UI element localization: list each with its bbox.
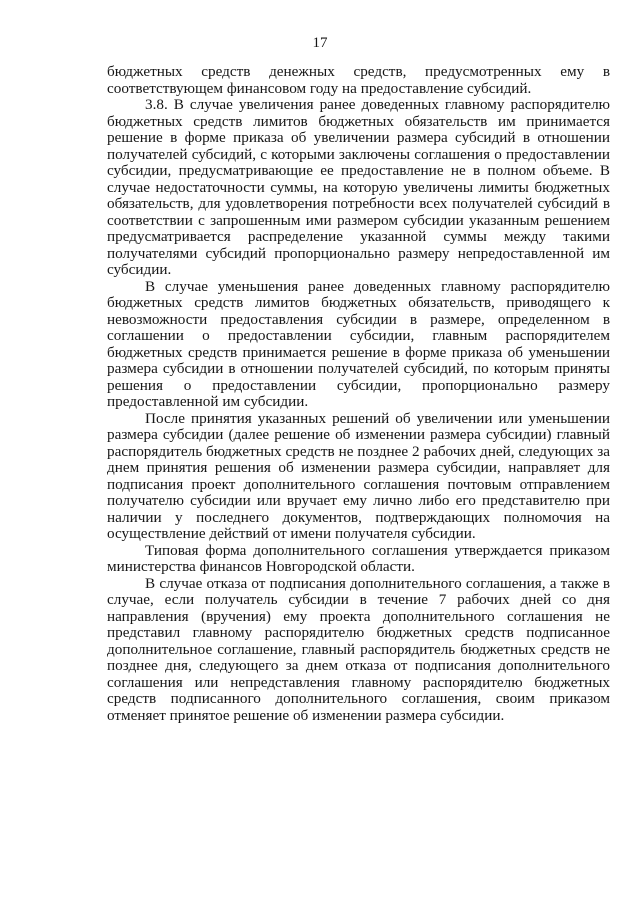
- page-number: 17: [312, 35, 328, 51]
- paragraph-continuation: бюджетных средств денежных средств, предусмотренных ему в соответствующем финансовом году на предоставление субсидий.: [107, 63, 610, 97]
- document-body: [107, 64, 610, 724]
- paragraph-additional-agreement: После принятия указанных решений об увеличении или уменьшении размера субсидии (далее решение об изменении размера субсидии) главный распорядитель бюджетных средств не позднее 2 рабочих дней, следующих за днем принятия решения об изменении размера субсидии, направляет для подписания проект дополнительного соглашения почтовым отправлением получателю субсидии или вручает ему лично либо его представителю при наличии у последнего документов, подтверждающих полномочия на осуществление действий от имени получателя субсидии.: [107, 409, 610, 542]
- paragraph-3-8: 3.8. В случае увеличения ранее доведенных главному распорядителю бюджетных средств лимитов бюджетных обязательств им принимается решение в форме приказа об увеличении размера субсидий в отношении получателей субсидий, с которыми заключены соглашения о предоставлении субсидии, предусматривающие ее предоставление не в полном объеме. В случае недостаточности суммы, на которую увеличены лимиты бюджетных обязательств, для удовлетворения потребности всех получателей субсидий в соответствии с запрошенным ими размером субсидии указанным решением предусматривается распределение указанной суммы между такими получателями субсидий пропорционально размеру непредоставленной им субсидии.: [107, 96, 610, 278]
- paragraph-refusal: В случае отказа от подписания дополнительного соглашения, а также в случае, если получатель субсидии в течение 7 рабочих дней со дня направления (вручения) ему проекта дополнительного соглашения не представил главному распорядителю бюджетных средств подписанное дополнительное соглашение, главный распорядитель бюджетных средств не позднее дня, следующего за днем отказа от подписания дополнительного соглашения или непредставления главному распорядителю бюджетных средств подписанного дополнительного соглашения, своим приказом отменяет принятое решение об изменении размера субсидии.: [107, 574, 610, 724]
- paragraph-standard-form: Типовая форма дополнительного соглашения утверждается приказом министерства финансов Новгородской области.: [107, 541, 610, 575]
- paragraph-limits-decrease: В случае уменьшения ранее доведенных главному распорядителю бюджетных средств лимитов бюджетных обязательств, приводящего к невозможности предоставления субсидии в размере, определенном в соглашении о предоставлении субсидии, главным распорядителем бюджетных средств принимается решение в форме приказа об уменьшении размера субсидии в отношении получателей субсидий, по которым приняты решения о предоставлении субсидии, пропорционально размеру предоставленной им субсидии.: [107, 277, 610, 410]
